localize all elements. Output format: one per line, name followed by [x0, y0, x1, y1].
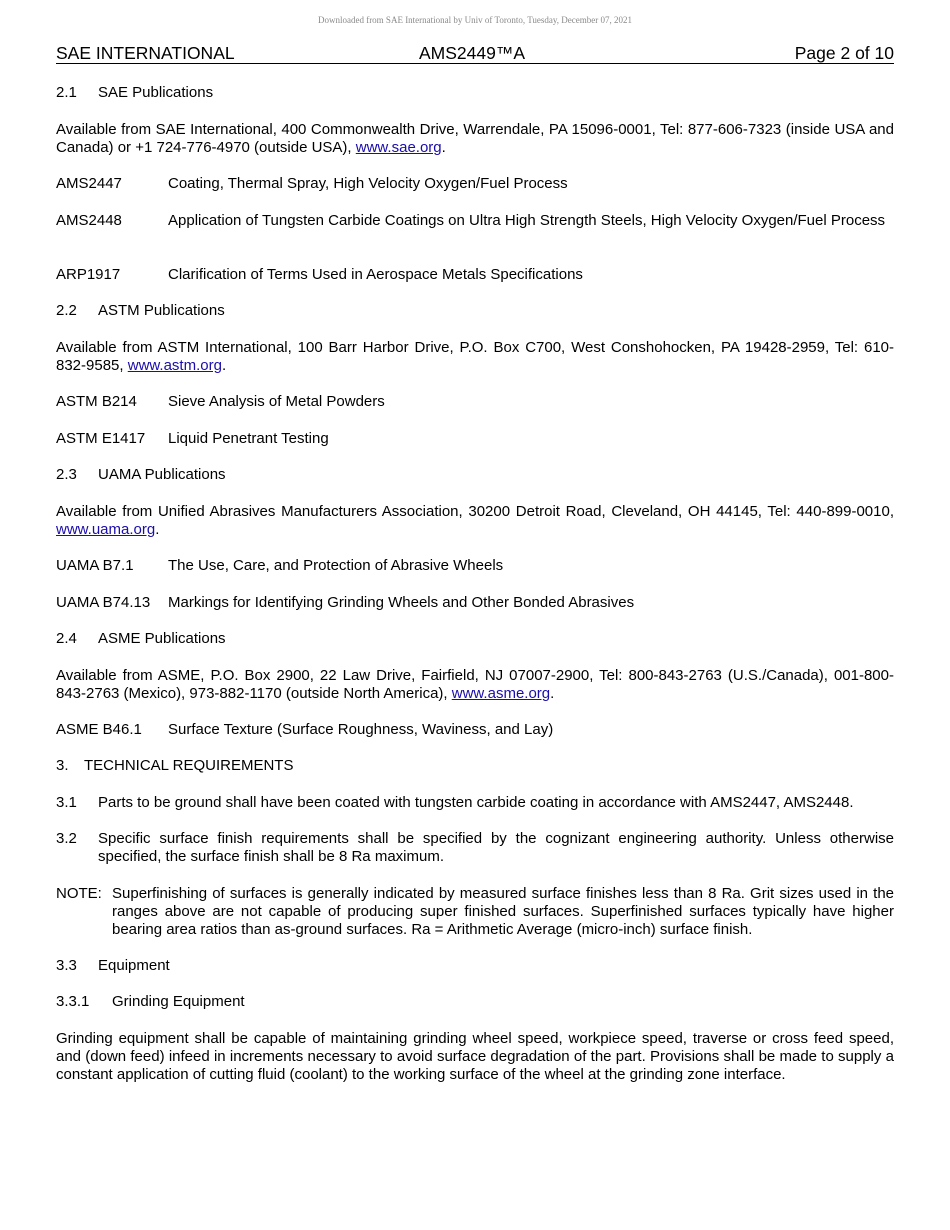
section-2-2-heading: 2.2 ASTM Publications [56, 302, 225, 319]
astm-link[interactable]: www.astm.org [127, 357, 222, 374]
note-block: NOTE: Superfinishing of surfaces is generally indicated by measured surface finishes less than 8 Ra. Grit sizes used in the ranges above are not capable of producing super finished surfaces. Superfinished surfaces typically have higher bearing area ratios than as-ground surfaces. Ra = Arithmetic Average (micro-inch) surface finish. [56, 885, 894, 938]
section-3-3-1-text: Grinding equipment shall be capable of maintaining grinding wheel speed, workpiece speed, traverse or cross feed speed, and (down feed) infeed in increments necessary to avoid surface degradation of the part. Provisions shall be made to supply a constant application of cutting fluid (coolant) to the working surface of the wheel at the grinding zone interface. [56, 1030, 894, 1083]
reference-item: ASTM E1417 Liquid Penetrant Testing [56, 430, 329, 447]
section-2-3-heading: 2.3 UAMA Publications [56, 466, 226, 483]
requirement-3-2: 3.2 Specific surface finish requirements shall be specified by the cognizant engineering authority. Unless otherwise specified, the surface finish shall be 8 Ra maximum. [56, 830, 894, 865]
section-3-3-heading: 3.3 Equipment [56, 957, 170, 974]
section-2-4-availability: Available from ASME, P.O. Box 2900, 22 Law Drive, Fairfield, NJ 07007-2900, Tel: 800-843-2763 (U.S./Canada), 001-800-843-2763 (Mexico), 973-882-1170 (outside North America), www.asme.org. [56, 667, 894, 702]
download-watermark: Downloaded from SAE International by Univ of Toronto, Tuesday, December 07, 2021 [317, 15, 633, 25]
header-doc-number: AMS2449™A [419, 43, 526, 63]
requirement-3-1: 3.1 Parts to be ground shall have been coated with tungsten carbide coating in accordance with AMS2447, AMS2448. [56, 794, 854, 811]
reference-item: ASME B46.1 Surface Texture (Surface Roughness, Waviness, and Lay) [56, 721, 554, 738]
reference-item: ARP1917 Clarification of Terms Used in Aerospace Metals Specifications [56, 266, 583, 283]
reference-item: ASTM B214 Sieve Analysis of Metal Powders [56, 393, 385, 410]
sae-link[interactable]: www.sae.org [355, 139, 442, 156]
section-3-3-1-heading: 3.3.1 Grinding Equipment [56, 993, 245, 1010]
section-2-2-availability: Available from ASTM International, 100 Barr Harbor Drive, P.O. Box C700, West Conshohocken, PA 19428-2959, Tel: 610-832-9585, www.astm.org. [56, 339, 894, 374]
uama-link[interactable]: www.uama.org [56, 521, 156, 538]
asme-link[interactable]: www.asme.org [451, 685, 551, 702]
header-page-number: Page 2 of 10 [794, 43, 894, 63]
page-header [56, 43, 894, 64]
section-2-3-availability: Available from Unified Abrasives Manufacturers Association, 30200 Detroit Road, Cleveland, OH 44145, Tel: 440-899-0010, www.uama.org. [56, 503, 894, 538]
reference-item: UAMA B74.13 Markings for Identifying Grinding Wheels and Other Bonded Abrasives [56, 594, 635, 611]
section-2-1-heading: 2.1 SAE Publications [56, 84, 214, 101]
reference-item: AMS2447 Coating, Thermal Spray, High Velocity Oxygen/Fuel Process [56, 175, 568, 192]
section-3-heading: 3. TECHNICAL REQUIREMENTS [56, 757, 294, 774]
reference-item: AMS2448 Application of Tungsten Carbide Coatings on Ultra High Strength Steels, High Velocity Oxygen/Fuel Process [56, 212, 886, 229]
header-org: SAE INTERNATIONAL [56, 43, 235, 63]
section-2-1-availability: Available from SAE International, 400 Commonwealth Drive, Warrendale, PA 15096-0001, Tel: 877-606-7323 (inside USA and Canada) or +1 724-776-4970 (outside USA), www.sae.org. [56, 121, 894, 156]
section-2-4-heading: 2.4 ASME Publications [56, 630, 226, 647]
reference-item: UAMA B7.1 The Use, Care, and Protection of Abrasive Wheels [56, 557, 504, 574]
